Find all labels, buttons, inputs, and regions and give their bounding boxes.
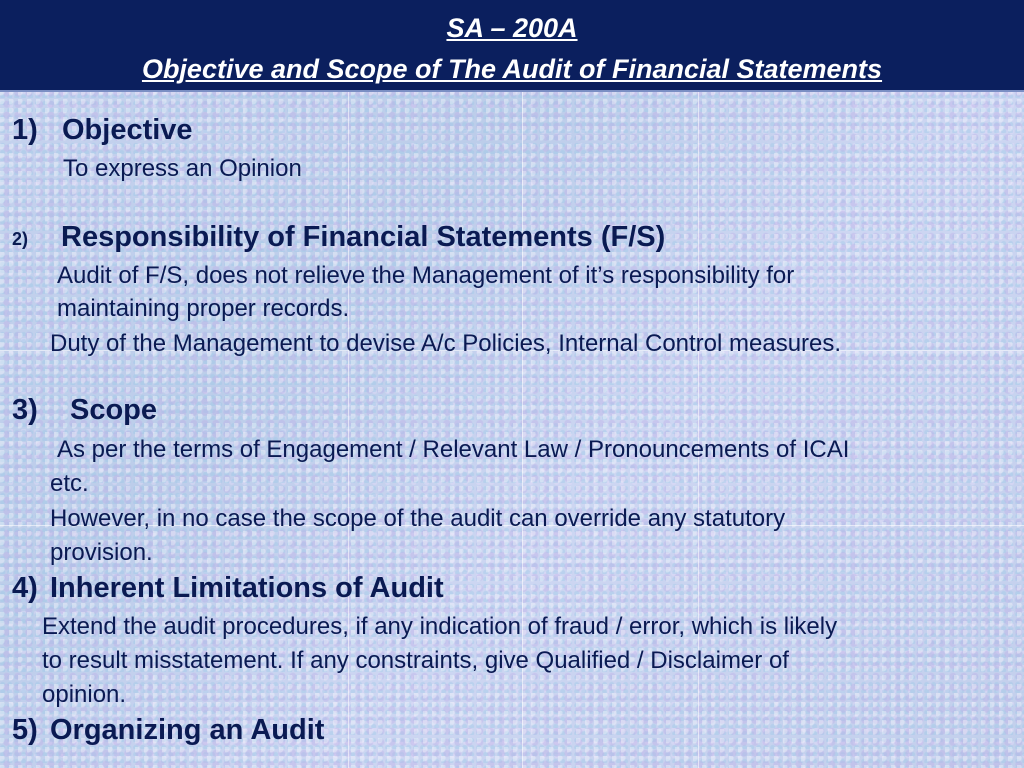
section-4-line-3: opinion. — [42, 681, 127, 708]
section-4-heading: Inherent Limitations of Audit — [50, 572, 444, 604]
section-4-number: 4) — [12, 572, 38, 604]
section-3-line-4: provision. — [50, 539, 153, 566]
section-1-heading: Objective — [62, 114, 193, 146]
slide-header — [0, 0, 1024, 92]
section-1-line-1: To express an Opinion — [63, 155, 302, 182]
section-3-number: 3) — [12, 394, 38, 426]
section-3-heading: Scope — [70, 394, 158, 426]
section-2-line-2: maintaining proper records. — [57, 295, 350, 322]
section-3-line-3: However, in no case the scope of the audit can override any statutory — [50, 505, 786, 532]
section-5-number: 5) — [12, 714, 38, 746]
section-4-line-1: Extend the audit procedures, if any indication of fraud / error, which is likely — [42, 613, 838, 640]
section-4-line-2: to result misstatement. If any constraints, give Qualified / Disclaimer of — [42, 647, 789, 674]
section-2-number: 2) — [12, 229, 29, 249]
section-5-heading: Organizing an Audit — [50, 714, 325, 746]
slide-title-line1: SA – 200A — [446, 13, 578, 43]
section-2-line-1: Audit of F/S, does not relieve the Management of it’s responsibility for — [57, 262, 795, 289]
section-2-line-3: Duty of the Management to devise A/c Policies, Internal Control measures. — [50, 330, 842, 357]
section-2-heading: Responsibility of Financial Statements (F/S) — [61, 221, 666, 253]
section-3-line-2: etc. — [50, 470, 89, 497]
section-1-number: 1) — [12, 114, 38, 146]
slide-title-line2: Objective and Scope of The Audit of Financial Statements — [141, 54, 883, 84]
section-3-line-1: As per the terms of Engagement / Relevant Law / Pronouncements of ICAI — [57, 436, 850, 463]
